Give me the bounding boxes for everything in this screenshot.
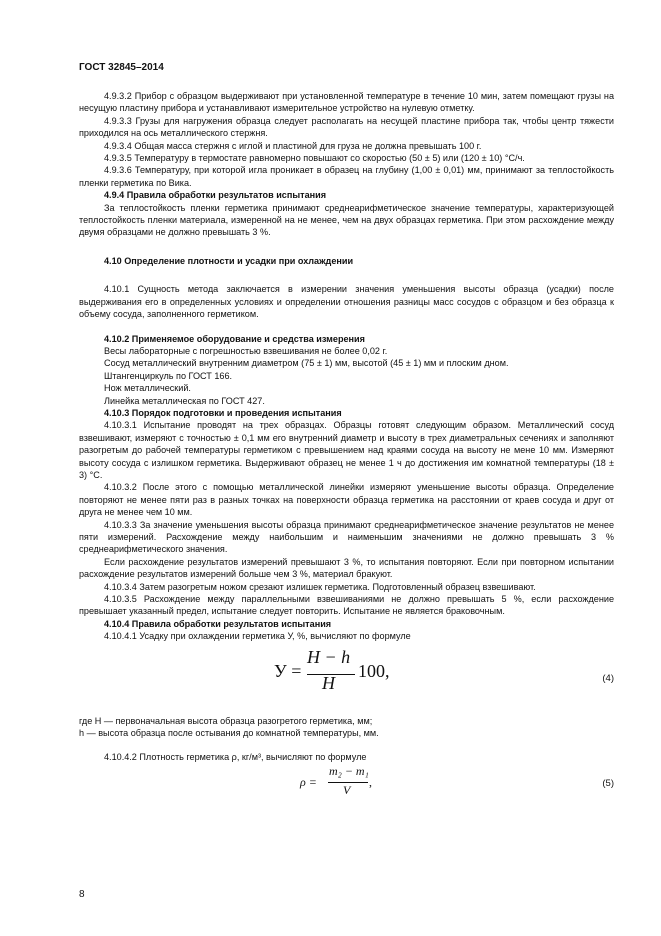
formula-numerator: H − h [307, 646, 351, 667]
formula-tail: 100, [358, 660, 390, 681]
paragraph-4-9-3-5: 4.9.3.5 Температуру в термостате равномерно повышают со скоростью (50 ± 5) или (120 ± 10) °С/ч. [104, 153, 525, 164]
equipment-item: Линейка металлическая по ГОСТ 427. [104, 395, 265, 406]
page-body [79, 90, 614, 804]
page-number: 8 [79, 889, 85, 900]
page-header: ГОСТ 32845–2014 [79, 62, 164, 73]
paragraph-4-9-3-6: 4.9.3.6 Температуру, при которой игла проникает в образец на глубину (1,00 ± 0,01) мм, принимают за теплостойкость пленки герметика по Вика. [79, 165, 614, 188]
equipment-item: Сосуд металлический внутренним диаметром (75 ± 1) мм, высотой (45 ± 1) мм и плоским дном. [104, 358, 509, 369]
paragraph-4-9-3-2: 4.9.3.2 Прибор с образцом выдерживают при установленной температуре в течение 10 мин, затем помещают грузы на несущую пластину прибора и устанавливают измерительное устройство на нулевую отметку. [79, 91, 614, 114]
paragraph-4-10-3-3: 4.10.3.3 За значение уменьшения высоты образца принимают среднеарифметическое значение результатов не менее пяти измерений. Расхождение между наибольшим и наименьшим значениями не должно превышать 3 % среднеарифметического значения. [79, 519, 614, 555]
equipment-item: Штангенциркуль по ГОСТ 166. [104, 370, 233, 381]
paragraph-4-9-3-3: 4.9.3.3 Грузы для нагружения образца следует располагать на несущей пластине прибора так, чтобы центр тяжести приходился на ось металлического стержня. [79, 115, 614, 139]
heading-4-9-4: 4.9.4 Правила обработки результатов испытания [104, 190, 327, 201]
paragraph-4-10-1: 4.10.1 Сущность метода заключается в измерении значения уменьшения высоты образца (усадки) после выдерживания его в определенных условиях и определении отношения разницы масс сосудов с образцом и без образца к объему сосуда, заполненного герметиком. [79, 284, 614, 320]
paragraph-4-10-3-5: 4.10.3.5 Расхождение между параллельными взвешиваниями не должно превышать 5 %, если расхождение превышает указанный предел, испытание следует повторить. Испытание не является браковочным. [79, 594, 614, 617]
equipment-item: Нож металлический. [104, 383, 191, 394]
formula-numerator: m₂ − m₁ [329, 763, 369, 778]
paragraph-4-10-3-2: 4.10.3.2 После этого с помощью металлической линейки измеряют уменьшение высоты образца. Определение повторяют не менее пяти раз в разных точках на поверхности образца герметика на расстоянии от краев сосуда и друг от друга не менее чем 10 мм. [79, 482, 614, 518]
heading-4-10-2: 4.10.2 Применяемое оборудование и средства измерения [104, 333, 365, 344]
equation-number: (5) [602, 777, 614, 789]
heading-4-10-4: 4.10.4 Правила обработки результатов испытания [104, 618, 332, 629]
paragraph-4-9-3-4: 4.9.3.4 Общая масса стержня с иглой и пластиной для груза не должна превышать 100 г. [104, 140, 482, 151]
equipment-item: Весы лабораторные с погрешностью взвешивания не более 0,02 г. [104, 345, 388, 356]
heading-4-10: 4.10 Определение плотности и усадки при охлаждении [104, 255, 354, 266]
paragraph-4-10-3-4: 4.10.3.4 Затем разогретым ножом срезают излишек герметика. Подготовленный образец взвешивают. [104, 581, 536, 592]
formula-lhs: У = [274, 660, 302, 681]
paragraph-heat-resistance: За теплостойкость пленки герметика принимают среднеарифметическое значение температуры, характеризующей теплостойкость пленки материала, измеренной на не менее, чем на двух образцах герметика. При этом расхождение между двумя образцами не должно превышать 3 %. [79, 202, 614, 238]
formula-lhs: ρ = [300, 774, 317, 789]
equation-number: (4) [602, 672, 614, 684]
where-small-h: h — высота образца после остывания до комнатной температуры, мм. [79, 728, 379, 739]
where-h: где H — первоначальная высота образца разогретого герметика, мм; [79, 715, 373, 726]
formula-shrinkage [79, 643, 614, 701]
heading-4-10-3: 4.10.3 Порядок подготовки и проведения испытания [104, 407, 342, 418]
formula-tail: , [369, 774, 372, 789]
formula-density [79, 764, 614, 804]
paragraph-repeat-test: Если расхождение результатов измерений превышают 3 %, то испытания повторяют. Если при повторном испытании расхождение результатов измерений больше чем 3 %, материал бракуют. [79, 556, 614, 580]
paragraph-4-10-3-1: 4.10.3.1 Испытание проводят на трех образцах. Образцы готовят следующим образом. Металлический сосуд взвешивают, измеряют с точностью ± 0,1 мм его внутренний диаметр и высоту в трех диаметральных сечениях и заполняют разогретым до рабочей температуры герметиком с превышением над краями сосуда на высоту не мене 10 мм. Измеряют высоту сосуда с излишком герметика. Выдерживают образец не менее 1 ч до достижения им комнатной температуры (18 ± 3) °С. [79, 420, 614, 480]
formula-denominator: V [343, 782, 351, 797]
formula-denominator: H [322, 672, 335, 693]
paragraph-4-10-4-2: 4.10.4.2 Плотность герметика ρ, кг/м³, вычисляют по формуле [104, 752, 367, 763]
paragraph-4-10-4-1: 4.10.4.1 Усадку при охлаждении герметика У, %, вычисляют по формуле [104, 631, 411, 642]
